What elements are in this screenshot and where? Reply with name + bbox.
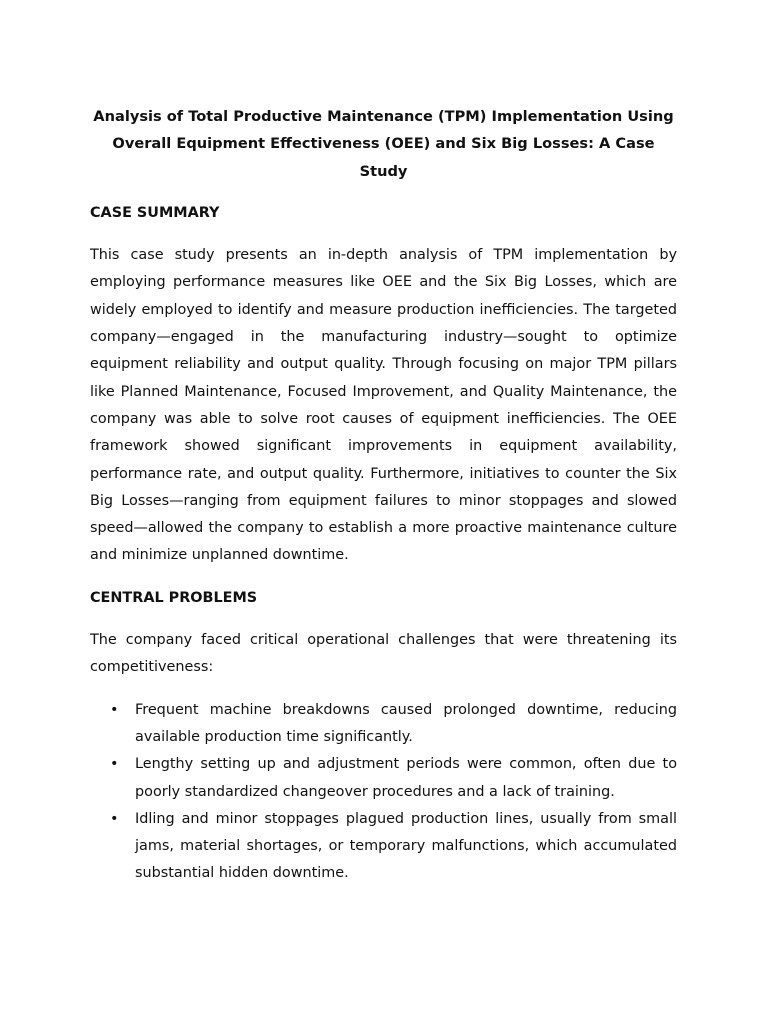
list-item bbox=[90, 751, 677, 806]
list-item-text: Idling and minor stoppages plagued production lines, usually from small jams, material shortages, or temporary malfunctions, which accumulated substantial hidden downtime. bbox=[135, 810, 677, 882]
list-item-text: Lengthy setting up and adjustment periods were common, often due to poorly standardized changeover procedures and a lack of training. bbox=[135, 756, 677, 800]
central-problems-intro: The company faced critical operational challenges that were threatening its competitiveness: bbox=[90, 632, 677, 676]
section-heading-case-summary: CASE SUMMARY bbox=[90, 204, 220, 221]
document-page bbox=[90, 103, 677, 888]
bullet-icon: • bbox=[110, 756, 119, 773]
document-title: Analysis of Total Productive Maintenance (TPM) Implementation Using Overall Equipment Effectiveness (OEE) and Six Big Losses: A Case Study bbox=[93, 108, 674, 180]
case-summary-paragraph: This case study presents an in-depth analysis of TPM implementation by employing performance measures like OEE and the Six Big Losses, which are widely employed to identify and measure production inefficiencies. The targeted company—engaged in the manufacturing industry—sought to optimize equipment reliability and output quality. Through focusing on major TPM pillars like Planned Maintenance, Focused Improvement, and Quality Maintenance, the company was able to solve root causes of equipment inefficiencies. The OEE framework showed significant improvements in equipment availability, performance rate, and output quality. Furthermore, initiatives to counter the Six Big Losses—ranging from equipment failures to minor stoppages and slowed speed—allowed the company to establish a more proactive maintenance culture and minimize unplanned downtime. bbox=[90, 247, 677, 564]
list-item bbox=[90, 697, 677, 752]
bullet-icon: • bbox=[110, 810, 119, 827]
list-item bbox=[90, 806, 677, 888]
bullet-icon: • bbox=[110, 701, 119, 718]
section-heading-central-problems: CENTRAL PROBLEMS bbox=[90, 589, 258, 606]
central-problems-list bbox=[90, 697, 677, 888]
list-item-text: Frequent machine breakdowns caused prolonged downtime, reducing available production time significantly. bbox=[135, 701, 677, 745]
